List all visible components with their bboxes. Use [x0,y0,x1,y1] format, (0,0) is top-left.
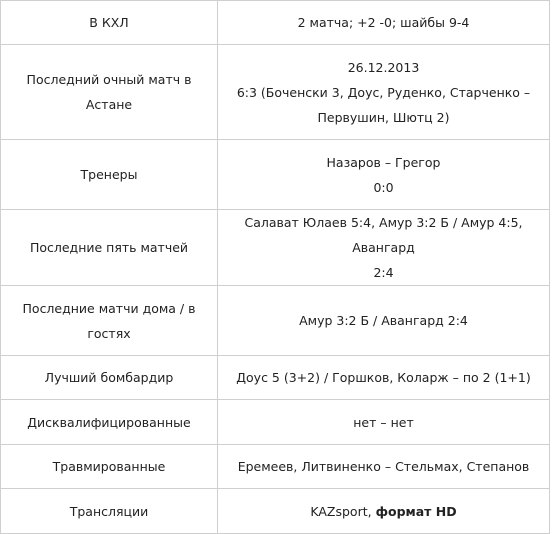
row-label: Дисквалифицированные [1,400,218,445]
row-value [218,489,550,534]
table-row [1,210,550,286]
row-label: Последние матчи дома / в гостях [1,286,218,356]
table-row [1,45,550,140]
value-line: 26.12.2013 [347,59,420,75]
value-line: Амур 3:2 Б / Авангард 2:4 [299,313,468,328]
table-row [1,286,550,356]
row-value [218,210,550,286]
table-row [1,400,550,445]
value-line: 2:4 [373,265,394,280]
value-line: Еремеев, Литвиненко – Стельмах, Степанов [237,459,530,474]
row-label: Трансляции [1,489,218,534]
row-label: Лучший бомбардир [1,356,218,400]
value-line: Назаров – Грегор [326,154,441,170]
row-label: Тренеры [1,140,218,210]
table-row [1,489,550,534]
value-line: Доус 5 (3+2) / Горшков, Коларж – по 2 (1+1) [236,370,531,385]
row-value [218,140,550,210]
broadcast-format: формат HD [375,503,457,519]
row-value [218,400,550,445]
row-label: В КХЛ [1,1,218,45]
value-line: Салават Юлаев 5:4, Амур 3:2 Б / Амур 4:5, Авангард [244,215,523,255]
row-value [218,286,550,356]
value-line: 0:0 [373,179,394,195]
value-line: 6:3 (Боченски 3, Доус, Руденко, Старченко – [236,84,531,100]
row-value [218,445,550,489]
row-value [218,1,550,45]
table-row [1,1,550,45]
row-label: Последний очный матч в Астане [1,45,218,140]
row-label: Последние пять матчей [1,210,218,286]
value-line: нет – нет [353,414,414,430]
row-value [218,356,550,400]
table-row [1,445,550,489]
value-line: Первушин, Шютц 2) [317,109,450,125]
row-value [218,45,550,140]
table-row [1,140,550,210]
row-label: Травмированные [1,445,218,489]
value-line: 2 матча; +2 -0; шайбы 9-4 [297,15,470,30]
broadcast-channel: KAZsport, [310,503,376,519]
table-row [1,356,550,400]
